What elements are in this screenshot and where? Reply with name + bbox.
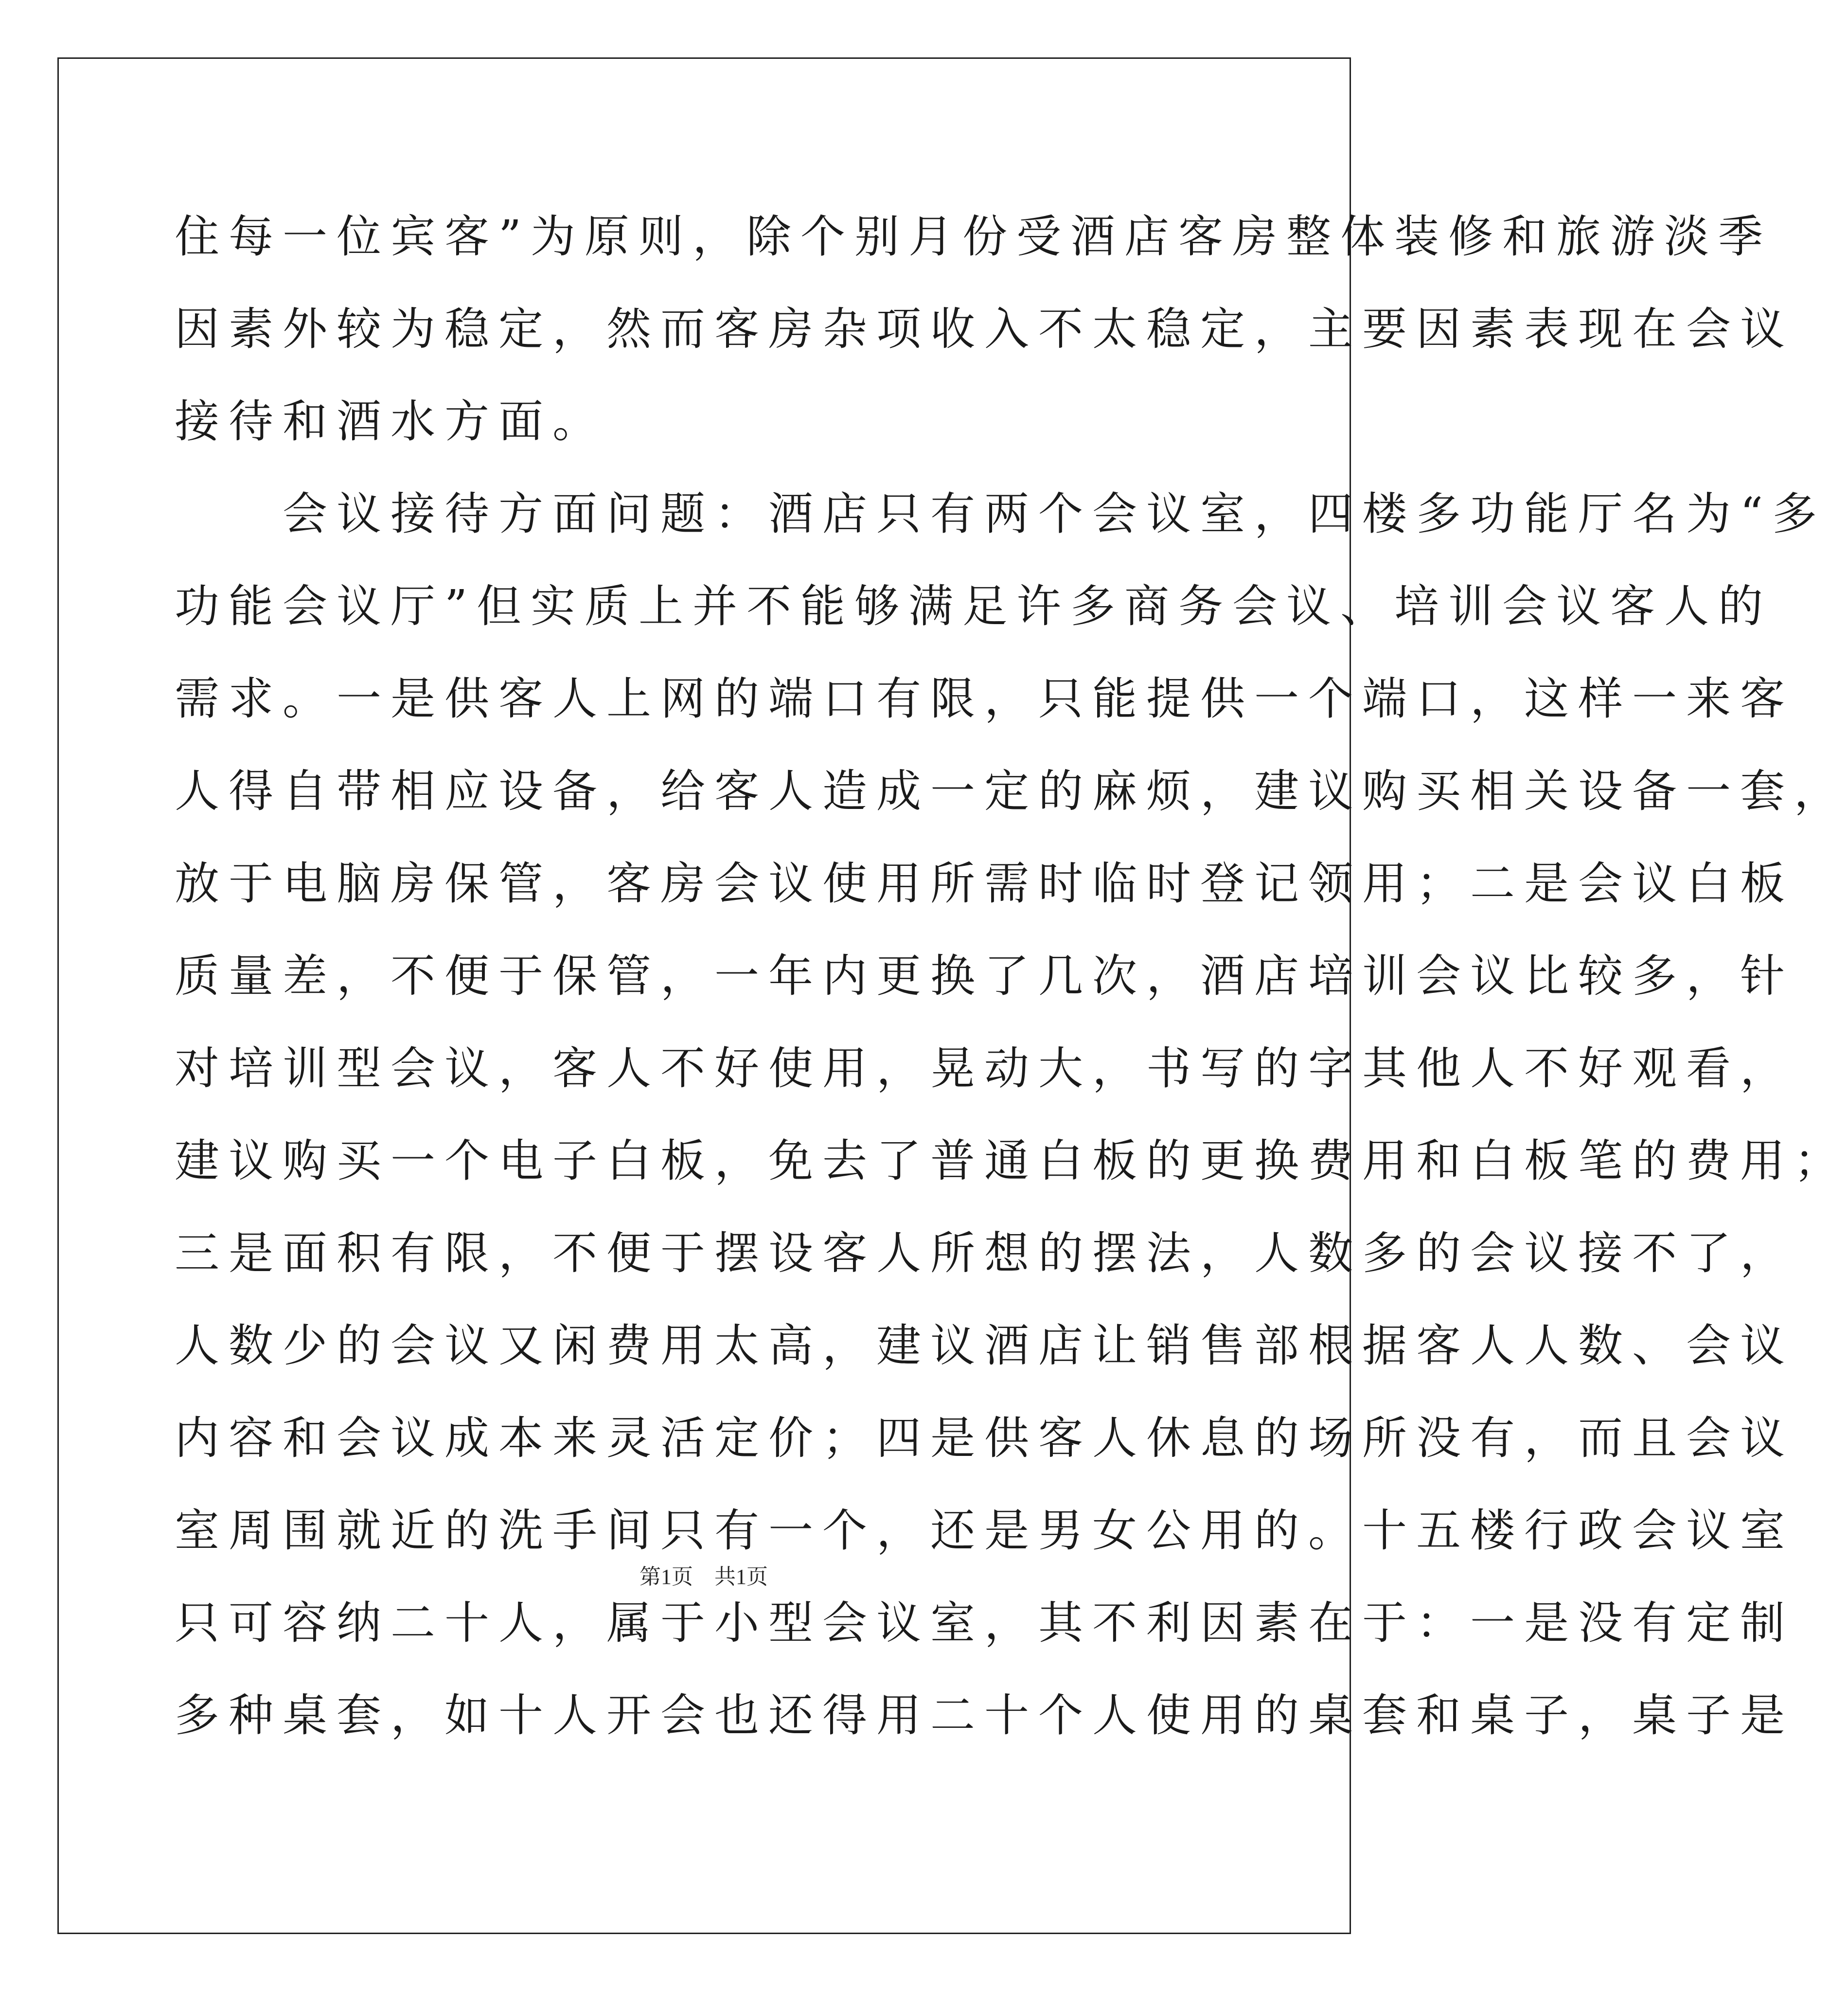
text-line: 多种桌套，如十人开会也还得用二十个人使用的桌套和桌子，桌子是 — [175, 1689, 1795, 1741]
text-line: 接待和酒水方面。 — [175, 395, 607, 448]
text-line: 会议接待方面问题：酒店只有两个会议室，四楼多功能厅名为“多 — [175, 488, 1827, 540]
text-line: 建议购买一个电子白板，免去了普通白板的更换费用和白板笔的费用； — [175, 1135, 1848, 1187]
text-line: 三是面积有限，不便于摆设客人所想的摆法，人数多的会议接不了， — [175, 1227, 1795, 1279]
text-line: 质量差，不便于保管，一年内更换了几次，酒店培训会议比较多，针 — [175, 950, 1795, 1002]
text-line: 内容和会议成本来灵活定价；四是供客人休息的场所没有，而且会议 — [175, 1412, 1795, 1464]
page-number: 第1页 — [640, 1565, 693, 1589]
page-footer — [0, 1559, 1407, 1590]
text-line: 放于电脑房保管，客房会议使用所需时临时登记领用；二是会议白板 — [175, 858, 1795, 910]
text-line: 住每一位宾客”为原则，除个别月份受酒店客房整体装修和旅游淡季 — [175, 211, 1773, 263]
page-total: 共1页 — [714, 1565, 768, 1589]
text-line: 室周围就近的洗手间只有一个，还是男女公用的。十五楼行政会议室 — [175, 1505, 1795, 1557]
text-line: 因素外较为稳定，然而客房杂项收入不太稳定，主要因素表现在会议 — [175, 303, 1795, 355]
text-line: 对培训型会议，客人不好使用，晃动大，书写的字其他人不好观看， — [175, 1042, 1795, 1094]
text-line: 需求。一是供客人上网的端口有限，只能提供一个端口，这样一来客 — [175, 673, 1795, 725]
text-line: 只可容纳二十人，属于小型会议室，其不利因素在于：一是没有定制 — [175, 1597, 1795, 1649]
text-line: 人得自带相应设备，给客人造成一定的麻烦，建议购买相关设备一套， — [175, 765, 1848, 817]
text-line: 人数少的会议又闲费用太高，建议酒店让销售部根据客人人数、会议 — [175, 1320, 1795, 1372]
text-line: 功能会议厅”但实质上并不能够满足许多商务会议、培训会议客人的 — [175, 580, 1773, 632]
document-body — [175, 191, 1848, 1762]
